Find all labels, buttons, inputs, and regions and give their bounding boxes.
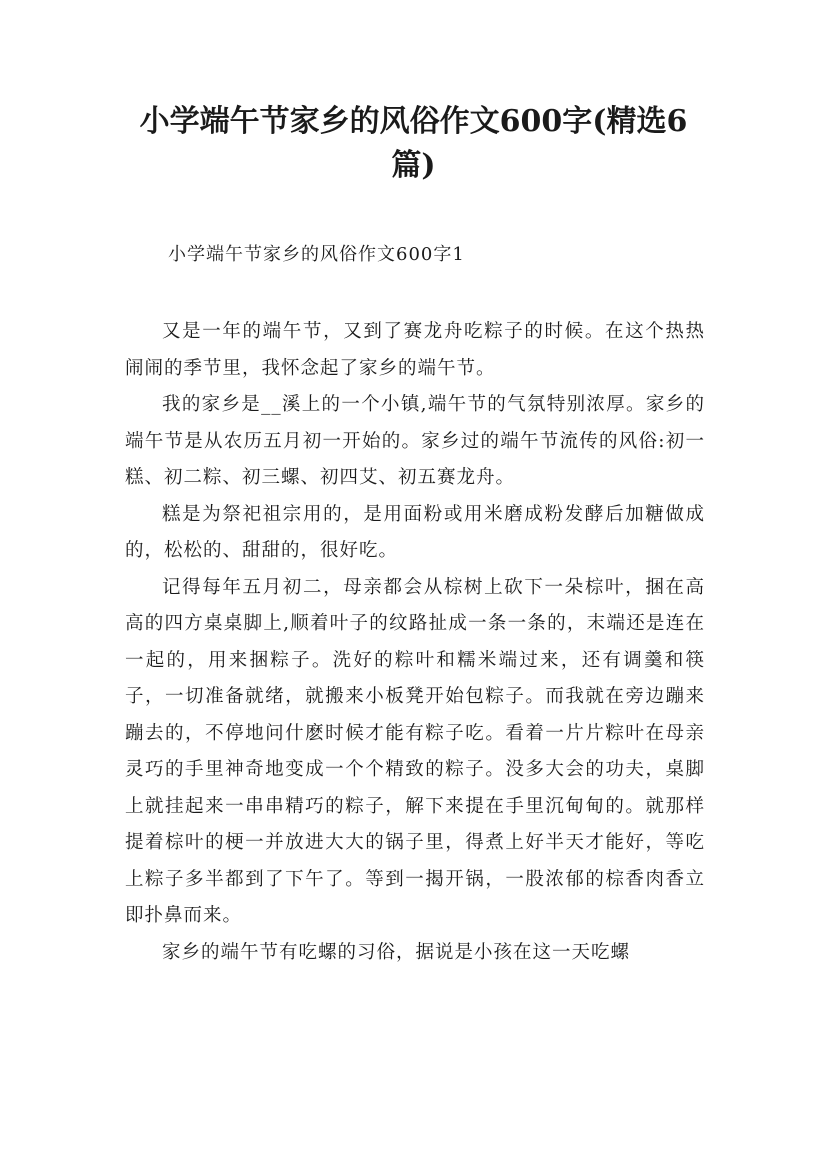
paragraph: 我的家乡是__溪上的一个小镇,端午节的气氛特别浓厚。家乡的端午节是从农历五月初一开始的。家乡过的端午节流传的风俗:初一糕、初二粽、初三螺、初四艾、初五赛龙舟。	[125, 394, 705, 488]
paragraph: 又是一年的端午节，又到了赛龙舟吃粽子的时候。在这个热热闹闹的季节里，我怀念起了家乡的端午节。	[125, 321, 705, 379]
document-body	[125, 314, 705, 971]
section-heading: 小学端午节家乡的风俗作文600字1	[168, 244, 465, 265]
document-title: 小学端午节家乡的风俗作文600字(精选6篇)	[139, 104, 688, 183]
paragraph: 糕是为祭祀祖宗用的，是用面粉或用米磨成粉发酵后加糖做成的，松松的、甜甜的，很好吃。	[125, 503, 705, 561]
paragraph: 记得每年五月初二，母亲都会从棕树上砍下一朵棕叶，捆在高高的四方桌桌脚上,顺着叶子的纹路扯成一条一条的，末端还是连在一起的，用来捆粽子。洗好的粽叶和糯米端过来，还有调羹和筷子，一切准备就绪，就搬来小板凳开始包粽子。而我就在旁边蹦来蹦去的，不停地问什麽时候才能有粽子吃。看着一片片粽叶在母亲灵巧的手里神奇地变成一个个精致的粽子。没多大会的功夫，桌脚上就挂起来一串串精巧的粽子，解下来提在手里沉甸甸的。就那样提着棕叶的梗一并放进大大的锅子里，得煮上好半天才能好，等吃上粽子多半都到了下午了。等到一揭开锅，一股浓郁的棕香肉香立即扑鼻而来。	[125, 576, 705, 926]
paragraph: 家乡的端午节有吃螺的习俗，据说是小孩在这一天吃螺	[162, 941, 631, 963]
